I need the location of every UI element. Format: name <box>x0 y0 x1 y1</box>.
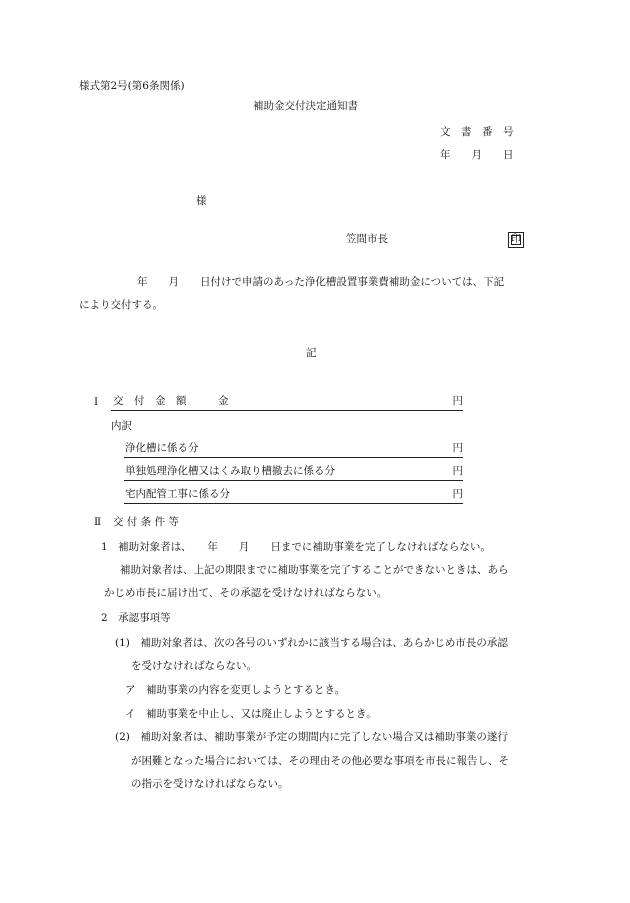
breakdown-label-septic: 浄化槽に係る分 <box>125 442 199 455</box>
amount-unit: 円 <box>452 395 463 408</box>
seal-label: 印 <box>511 234 521 245</box>
issuer-name: 笠間市長 <box>346 233 388 245</box>
breakdown-row-removal <box>124 464 463 481</box>
breakdown-label-removal: 単独処理浄化槽又はくみ取り槽撤去に係る分 <box>125 465 335 478</box>
amount-label: 交 付 金 額 金 <box>113 395 229 408</box>
body-paragraph-line2: により交付する。 <box>79 299 163 311</box>
document-number: 文 書 番 号 <box>440 126 514 138</box>
breakdown-row-piping <box>124 487 463 504</box>
form-label: 様式第2号(第6条関係) <box>79 80 185 92</box>
condition1-line1: 1 補助対象者は、 年 月 日までに補助事業を完了しなければならない。 <box>101 541 491 553</box>
issue-date: 年 月 日 <box>440 149 514 161</box>
seal-mark <box>508 232 524 248</box>
clause2-line1: (2) 補助対象者は、補助事業が予定の期間内に完了しない場合又は補助事業の遂行 <box>115 731 508 743</box>
condition1-line2: 補助対象者は、上記の期限までに補助事業を完了することができないときは、あら <box>120 564 509 576</box>
clause2-line3: の指示を受けなければならない。 <box>131 778 289 790</box>
condition2-title: 2 承認事項等 <box>101 612 171 624</box>
section2-number: Ⅱ <box>94 516 102 528</box>
breakdown-unit-septic: 円 <box>452 442 463 455</box>
breakdown-label: 内訳 <box>111 420 132 432</box>
ki-heading: 記 <box>306 347 317 359</box>
breakdown-row-septic <box>124 441 463 458</box>
body-paragraph-line1: 年 月 日付けで申請のあった浄化槽設置事業費補助金については、下記 <box>137 276 505 288</box>
clause2-line2: が困難となった場合においては、その理由その他必要な事項を市長に報告し、そ <box>131 755 509 767</box>
document-title: 補助金交付決定通知書 <box>253 100 358 112</box>
condition1-line3: かじめ市長に届け出て、その承認を受けなければならない。 <box>104 587 388 599</box>
section2-title: 交 付 条 件 等 <box>113 516 179 528</box>
clause1-line1: (1) 補助対象者は、次の各号のいずれかに該当する場合は、あらかじめ市長の承認 <box>115 637 508 649</box>
clause1-item-i: イ 補助事業を中止し、又は廃止しようとするとき。 <box>125 708 377 720</box>
breakdown-unit-removal: 円 <box>452 465 463 478</box>
breakdown-label-piping: 宅内配管工事に係る分 <box>125 488 230 501</box>
breakdown-unit-piping: 円 <box>452 488 463 501</box>
clause1-line2: を受けなければならない。 <box>131 660 257 672</box>
section1-number: Ⅰ <box>94 396 99 408</box>
addressee-suffix: 様 <box>196 195 207 207</box>
amount-row <box>111 394 463 411</box>
clause1-item-a: ア 補助事業の内容を変更しようとするとき。 <box>125 684 346 696</box>
